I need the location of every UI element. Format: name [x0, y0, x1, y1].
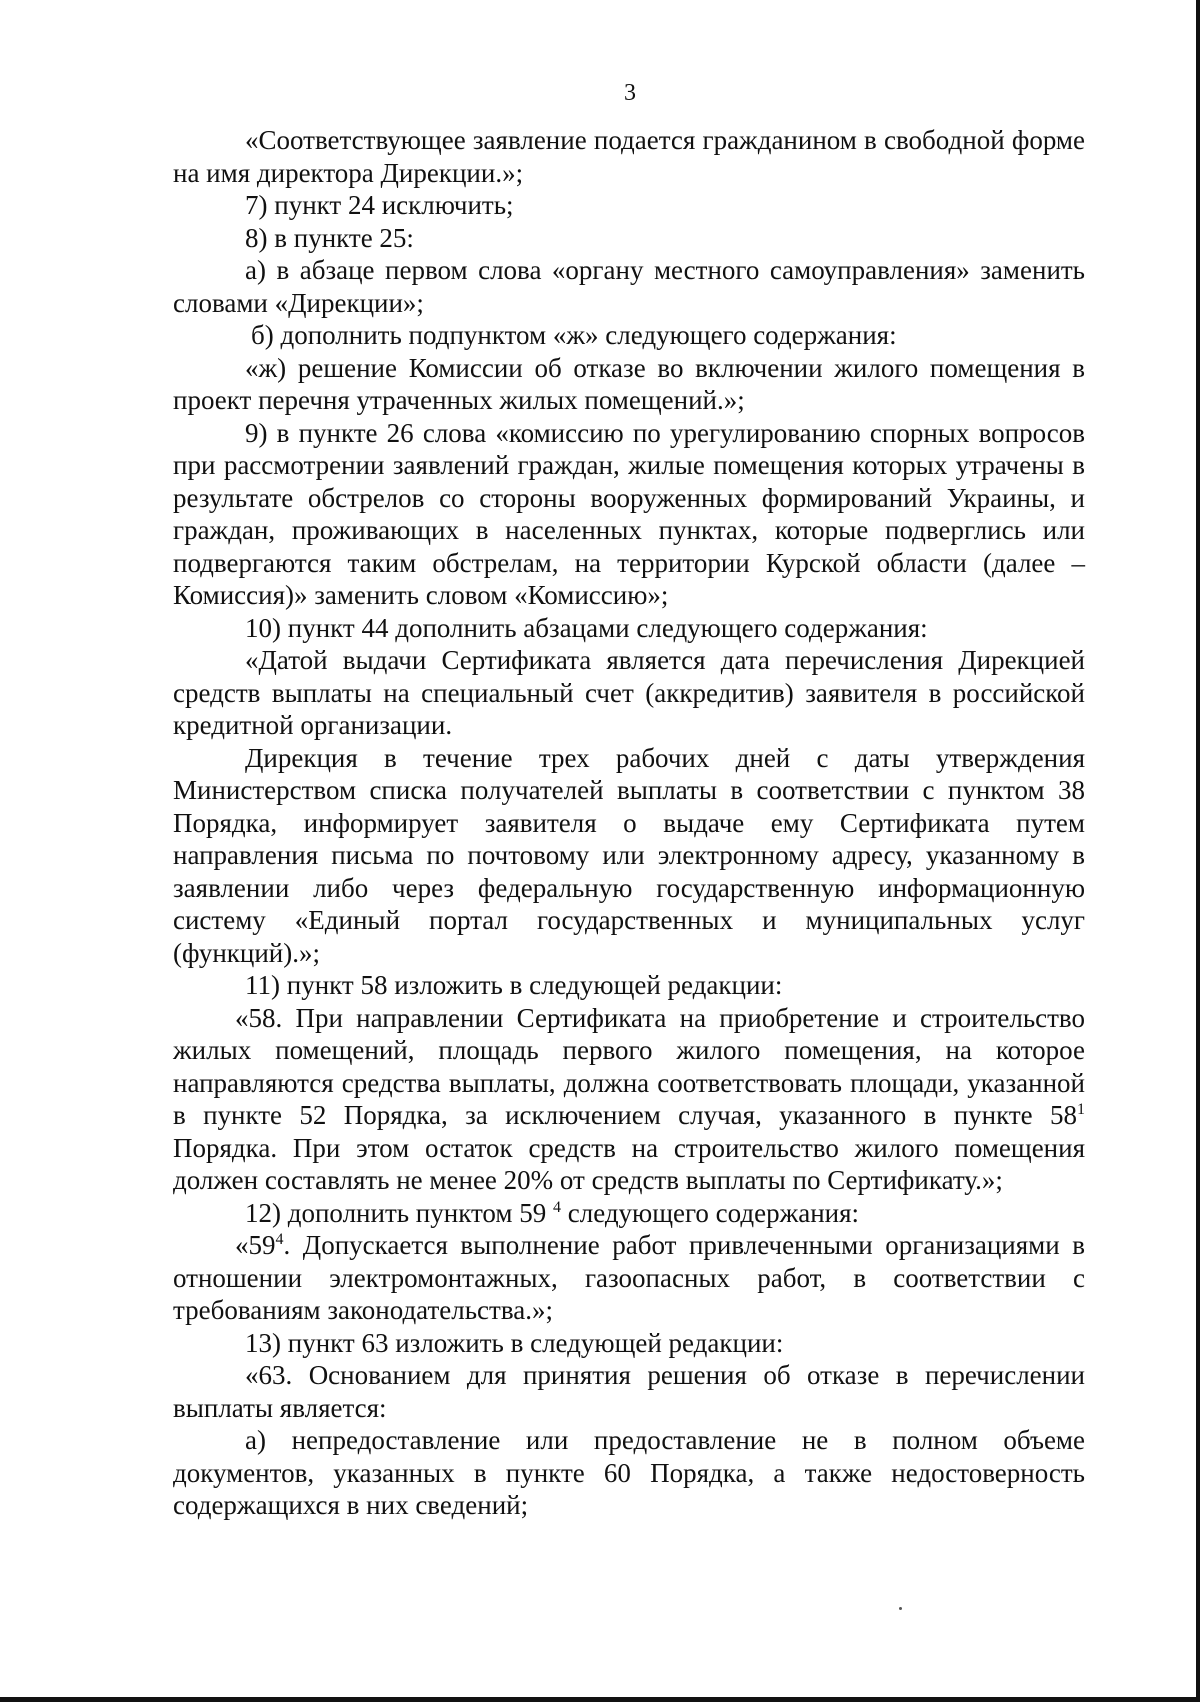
superscript: 4 [275, 1231, 284, 1248]
paragraph-text: Порядка. При этом остаток средств на строительство жилого помещения должен составлять не менее 20% от средств выплаты по Сертификату.»; [173, 1132, 1085, 1195]
paragraph-text: «58. При направлении Сертификата на приобретение и строительство жилых помещений, площадь первого жилого помещения, на которое направляются средства выплаты, должна соответствовать площади, указанной в пункте 52 Порядка, за исключением случая, указанного в пункте 58 [173, 1002, 1085, 1130]
paragraph-text: следующего содержания: [560, 1197, 860, 1228]
paragraph: а) непредоставление или предоставление не в полном объеме документов, указанных в пункте 60 Порядка, а также недостоверность содержащихся в них сведений; [173, 1425, 1085, 1520]
paragraph: 8) в пункте 25: [245, 222, 414, 253]
paragraph [173, 1197, 1085, 1230]
paragraph: «Соответствующее заявление подается гражданином в свободной форме на имя директора Дирекции.»; [173, 125, 1085, 188]
page-number: 3 [624, 80, 636, 106]
scan-speck [899, 1607, 902, 1610]
paragraph: 10) пункт 44 дополнить абзацами следующего содержания: [245, 612, 928, 643]
superscript: 4 [552, 1198, 561, 1216]
paragraph: Дирекция в течение трех рабочих дней с даты утверждения Министерством списка получателей выплаты в соответствии с пунктом 38 Порядка, информирует заявителя о выдаче ему Сертификата путем направления письма по почтовому или электронному адресу, указанному в заявлении либо через федеральную государственную информационную систему «Единый портал государственных и муниципальных услуг (функций).»; [173, 742, 1085, 968]
paragraph: 9) в пункте 26 слова «комиссию по урегулированию спорных вопросов при рассмотрении заявлений граждан, жилые помещения которых утрачены в результате обстрелов со стороны вооруженных формирований Украины, и граждан, проживающих в населенных пунктах, которые подверглись или подвергаются таким обстрелам, на территории Курской области (далее – Комиссия)» заменить словом «Комиссию»; [173, 417, 1085, 610]
paragraph: а) в абзаце первом слова «органу местного самоуправления» заменить словами «Дирекции»; [173, 255, 1085, 318]
paragraph: б) дополнить подпунктом «ж» следующего содержания: [251, 320, 897, 350]
superscript: 1 [1077, 1101, 1085, 1118]
paragraph [173, 1229, 1085, 1327]
paragraph: 11) пункт 58 изложить в следующей редакции: [245, 970, 783, 1000]
paragraph-text: «59 [235, 1230, 276, 1260]
paragraph: «Датой выдачи Сертификата является дата перечисления Дирекцией средств выплаты на специальный счет (аккредитив) заявителя в российской кредитной организации. [173, 645, 1085, 740]
paragraph-text: 12) дополнить пунктом 59 [245, 1197, 553, 1228]
document-body [173, 124, 1085, 1522]
paragraph: «63. Основанием для принятия решения об отказе в перечислении выплаты является: [173, 1360, 1085, 1423]
scan-edge-right [1196, 0, 1200, 1702]
paragraph: 7) пункт 24 исключить; [245, 190, 514, 220]
paragraph: 13) пункт 63 изложить в следующей редакции: [245, 1327, 784, 1358]
paragraph-text: . Допускается выполнение работ привлеченными организациями в отношении электромонтажных, газоопасных работ, в соответствии с требованиям законодательства.»; [173, 1230, 1085, 1325]
paragraph: «ж) решение Комиссии об отказе во включении жилого помещения в проект перечня утраченных жилых помещений.»; [173, 352, 1085, 415]
scan-edge-bottom [0, 1697, 1200, 1702]
paragraph [173, 1002, 1085, 1197]
